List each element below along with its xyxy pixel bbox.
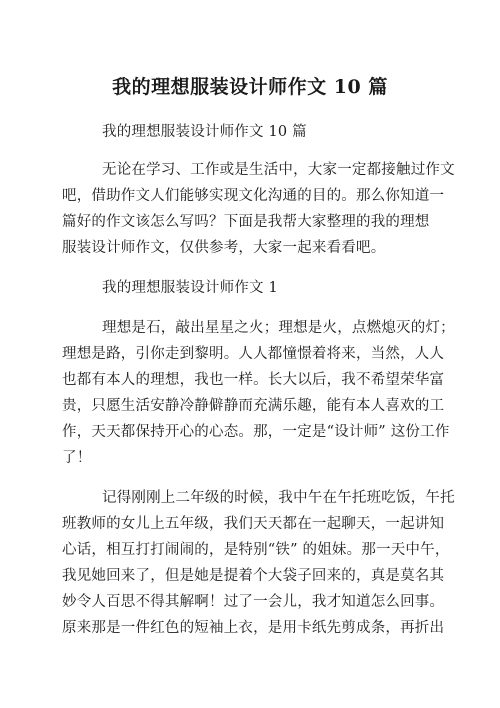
paragraph-line: 我见她回来了，但是她是提着个大袋子回来的，真是莫名其	[62, 568, 445, 584]
paragraph-line: 理想是路，引你走到黎明。人人都憧憬着将来，当然，人人	[62, 346, 445, 362]
paragraph-line: 贵，只愿生活安静冷静僻静而充满乐趣，能有本人喜欢的工	[62, 398, 445, 414]
intro-line: 无论在学习、工作或是生活中，大家一定都接触过作文	[102, 162, 455, 178]
paragraph-line: 了！	[62, 450, 92, 466]
document-title: 我的理想服装设计师作文 10 篇	[112, 76, 388, 98]
intro-line: 篇好的作文该怎么写吗？下面是我帮大家整理的我的理想	[62, 214, 430, 230]
paragraph-line: 也都有本人的理想，我也一样。长大以后，我不希望荣华富	[62, 372, 445, 388]
section-heading: 我的理想服装设计师作文 1	[102, 280, 278, 296]
paragraph-line: 理想是石，敲出星星之火；理想是火，点燃熄灭的灯；	[102, 320, 455, 336]
paragraph-line: 心话，相互打打闹闹的，是特别“铁” 的姐妹。那一天中午，	[62, 542, 450, 558]
intro-line: 服装设计师作文，仅供参考，大家一起来看看吧。	[62, 240, 386, 256]
paragraph-line: 妙令人百思不得其解啊！过了一会儿，我才知道怎么回事。	[62, 594, 445, 610]
paragraph-line: 原来那是一件红色的短袖上衣，是用卡纸先剪成条，再折出	[62, 620, 445, 636]
paragraph-line: 作，天天都保持开心的心态。那，一定是“设计师” 这份工作	[62, 424, 450, 440]
paragraph-line: 班教师的女儿上五年级，我们天天都在一起聊天，一起讲知	[62, 516, 445, 532]
paragraph-line: 记得刚刚上二年级的时候，我中午在午托班吃饭，午托	[102, 490, 455, 506]
intro-line: 吧，借助作文人们能够实现文化沟通的目的。那么你知道一	[62, 188, 445, 204]
subtitle: 我的理想服装设计师作文 10 篇	[102, 124, 307, 140]
